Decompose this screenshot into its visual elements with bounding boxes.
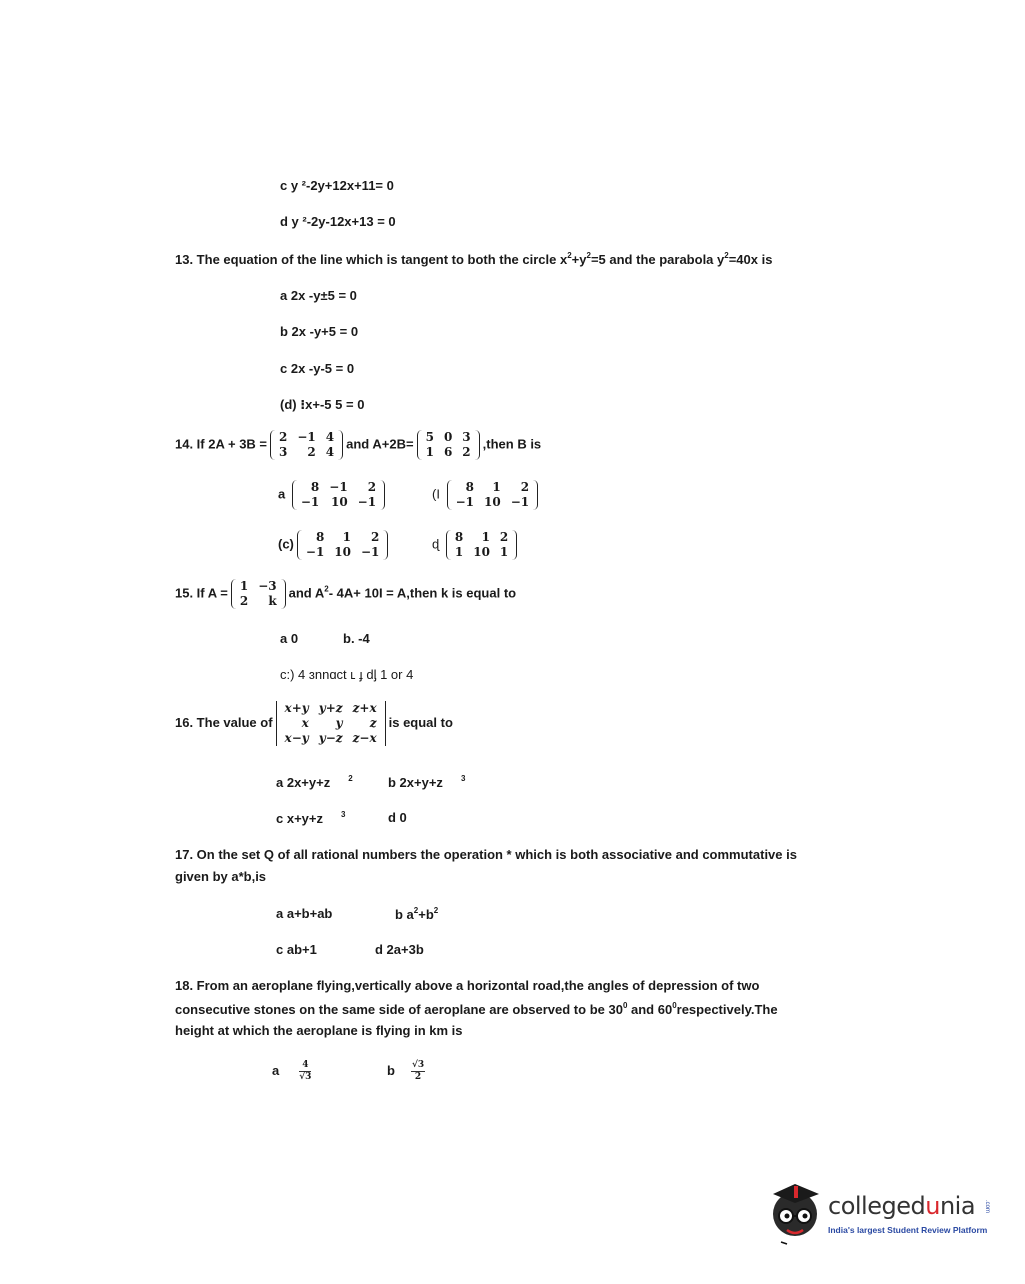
q13-option-b: b 2x -y+5 = 0 (280, 324, 359, 339)
q14-option-a-matrix (292, 480, 385, 510)
q18-question-line1: 18. From an aeroplane flying,vertically above a horizontal road,the angles of depression of two (175, 978, 760, 993)
matrix-cell: 8 (315, 530, 325, 544)
matrix-cell: −1 (510, 495, 530, 509)
matrix-cell: z (369, 716, 377, 730)
matrix-cell: −1 (297, 430, 316, 444)
q13-option-d: (d) ⁝x+-5 5 = 0 (280, 397, 365, 412)
q13-question: 13. The equation of the line which is tangent to both the circle $x^2+y^2=5$ and the parabola $y^2=40x$ is (175, 251, 773, 267)
q14-option-d-matrix (446, 530, 517, 560)
q12-option-d: d y ²-2y-12x+13 = 0 (280, 214, 396, 229)
matrix-cell: x (301, 716, 309, 730)
matrix-cell: 1 (425, 445, 434, 459)
matrix-cell: 2 (499, 530, 509, 544)
q16-determinant (276, 701, 386, 746)
matrix-cell: 5 (425, 430, 434, 444)
q14-option-a: a 8 −1 2 −1 10 −1 (278, 480, 388, 510)
matrix-cell: 2 (307, 445, 316, 459)
q18-option-b: b $\frac{√3}{2}$ (387, 1060, 425, 1082)
matrix-cell: z−x (352, 731, 377, 745)
matrix-cell: 2 (279, 430, 288, 444)
matrix-cell: 10 (473, 545, 490, 559)
matrix-cell: 10 (330, 495, 348, 509)
q14-option-b: (I 8 1 2 −1 10 −1 (432, 480, 541, 510)
q14-matrix-2a3b (270, 430, 343, 460)
matrix-cell: −1 (455, 495, 474, 509)
q17-option-a: a a+b+ab (276, 906, 333, 921)
q18-option-a-fraction: $\frac{4}{√3}$ (299, 1060, 312, 1082)
q13-option-c: c 2x -y-5 = 0 (280, 361, 355, 376)
q17-option-d: d 2a+3b (375, 942, 424, 957)
matrix-cell: −1 (361, 545, 380, 559)
mascot-icon (765, 1178, 827, 1248)
q14-option-c: (c) 8 1 2 −1 10 −1 (278, 530, 391, 560)
matrix-cell: 2 (367, 480, 377, 494)
matrix-cell: 4 (325, 430, 335, 444)
matrix-cell: 2 (239, 594, 249, 608)
q18-option-a: a $\frac{4}{√3}$ (272, 1060, 312, 1082)
matrix-cell: 3 (279, 445, 288, 459)
brand-tagline: India's largest Student Review Platform (828, 1225, 988, 1235)
matrix-cell: 8 (310, 480, 320, 494)
q17-option-c: c ab+1 (276, 942, 317, 957)
brand-name: collegedunia (828, 1192, 976, 1220)
matrix-cell: x+y (284, 701, 309, 715)
matrix-cell: 2 (371, 530, 380, 544)
q15-option-a: a 0 (280, 631, 299, 646)
q15-option-b: b. -4 (343, 631, 370, 646)
matrix-cell: −1 (300, 495, 320, 509)
matrix-cell: 3 (462, 430, 471, 444)
q18-question-line3: height at which the aeroplane is flying in km is (175, 1023, 463, 1038)
q13-option-a: a 2x -y±5 = 0 (280, 288, 357, 303)
matrix-cell: −1 (329, 480, 348, 494)
q15-matrix (231, 579, 286, 609)
q18-option-b-fraction: $\frac{√3}{2}$ (411, 1060, 425, 1082)
q17-option-b: b $a^2+b^2$ (395, 906, 439, 922)
matrix-cell: x−y (284, 731, 309, 745)
matrix-cell: 1 (454, 545, 464, 559)
q15-option-c: c:) 4 ɜnnɑct ʟ ɟ dᶅ 1 or 4 (280, 667, 414, 682)
matrix-cell: 1 (239, 579, 249, 593)
matrix-cell: 4 (325, 445, 335, 459)
q16-option-a: a 2x+y+z $^2$ (276, 774, 353, 790)
q17-question-line2: given by a*b,is (175, 869, 267, 884)
matrix-cell: 1 (342, 530, 351, 544)
q14-option-d: ɖ 8 1 2 1 10 1 (432, 530, 520, 560)
matrix-cell: y−z (318, 731, 343, 745)
matrix-cell: y+z (318, 701, 343, 715)
matrix-cell: −1 (305, 545, 325, 559)
matrix-cell: 10 (483, 495, 501, 509)
q16-option-d: d 0 (388, 810, 407, 825)
matrix-cell: −3 (258, 579, 277, 593)
matrix-cell: 2 (520, 480, 530, 494)
matrix-cell: 10 (334, 545, 351, 559)
q15-question: 15. If A = 1 −3 2 k and $A^2-$ 4A+ 10I = A,then k is equal to (175, 579, 517, 608)
matrix-cell: 1 (499, 545, 509, 559)
matrix-cell: y (335, 716, 343, 730)
matrix-cell: 8 (465, 480, 474, 494)
q18-question-line2: consecutive stones on the same side of aeroplane are observed to be $30^0$ and $60^0respectively.The$ (175, 1001, 778, 1017)
matrix-cell: z+x (352, 701, 377, 715)
q14-option-c-matrix (297, 530, 389, 560)
matrix-cell: 6 (443, 445, 453, 459)
matrix-cell: 2 (462, 445, 471, 459)
collegedunia-logo (765, 1178, 995, 1248)
matrix-cell: 8 (454, 530, 464, 544)
matrix-cell: 1 (481, 530, 490, 544)
q14-question: 14. If 2A + 3B = 2 −1 4 3 2 4 and A+2B= 5 0 3 1 6 2 ,then B is (175, 430, 542, 459)
q17-question-line1: 17. On the set Q of all rational numbers the operation * which is both associative and commutative is (175, 847, 797, 862)
q16-option-b: b 2x+y+z $^3$ (388, 774, 466, 790)
matrix-cell: 0 (443, 430, 453, 444)
q12-option-c: c y ²-2y+12x+11= 0 (280, 178, 394, 193)
brand-domain: .com (984, 1200, 990, 1214)
q14-option-b-matrix (447, 480, 539, 510)
matrix-cell: k (268, 594, 277, 608)
matrix-cell: 1 (492, 480, 501, 494)
q16-option-c: c x+y+z $^3$ (276, 810, 346, 826)
q14-matrix-a2b (417, 430, 480, 460)
q16-question: 16. The value of x+y y+z z+x x y z x−y y−z z−x is equal to (175, 701, 453, 745)
matrix-cell: −1 (357, 495, 377, 509)
